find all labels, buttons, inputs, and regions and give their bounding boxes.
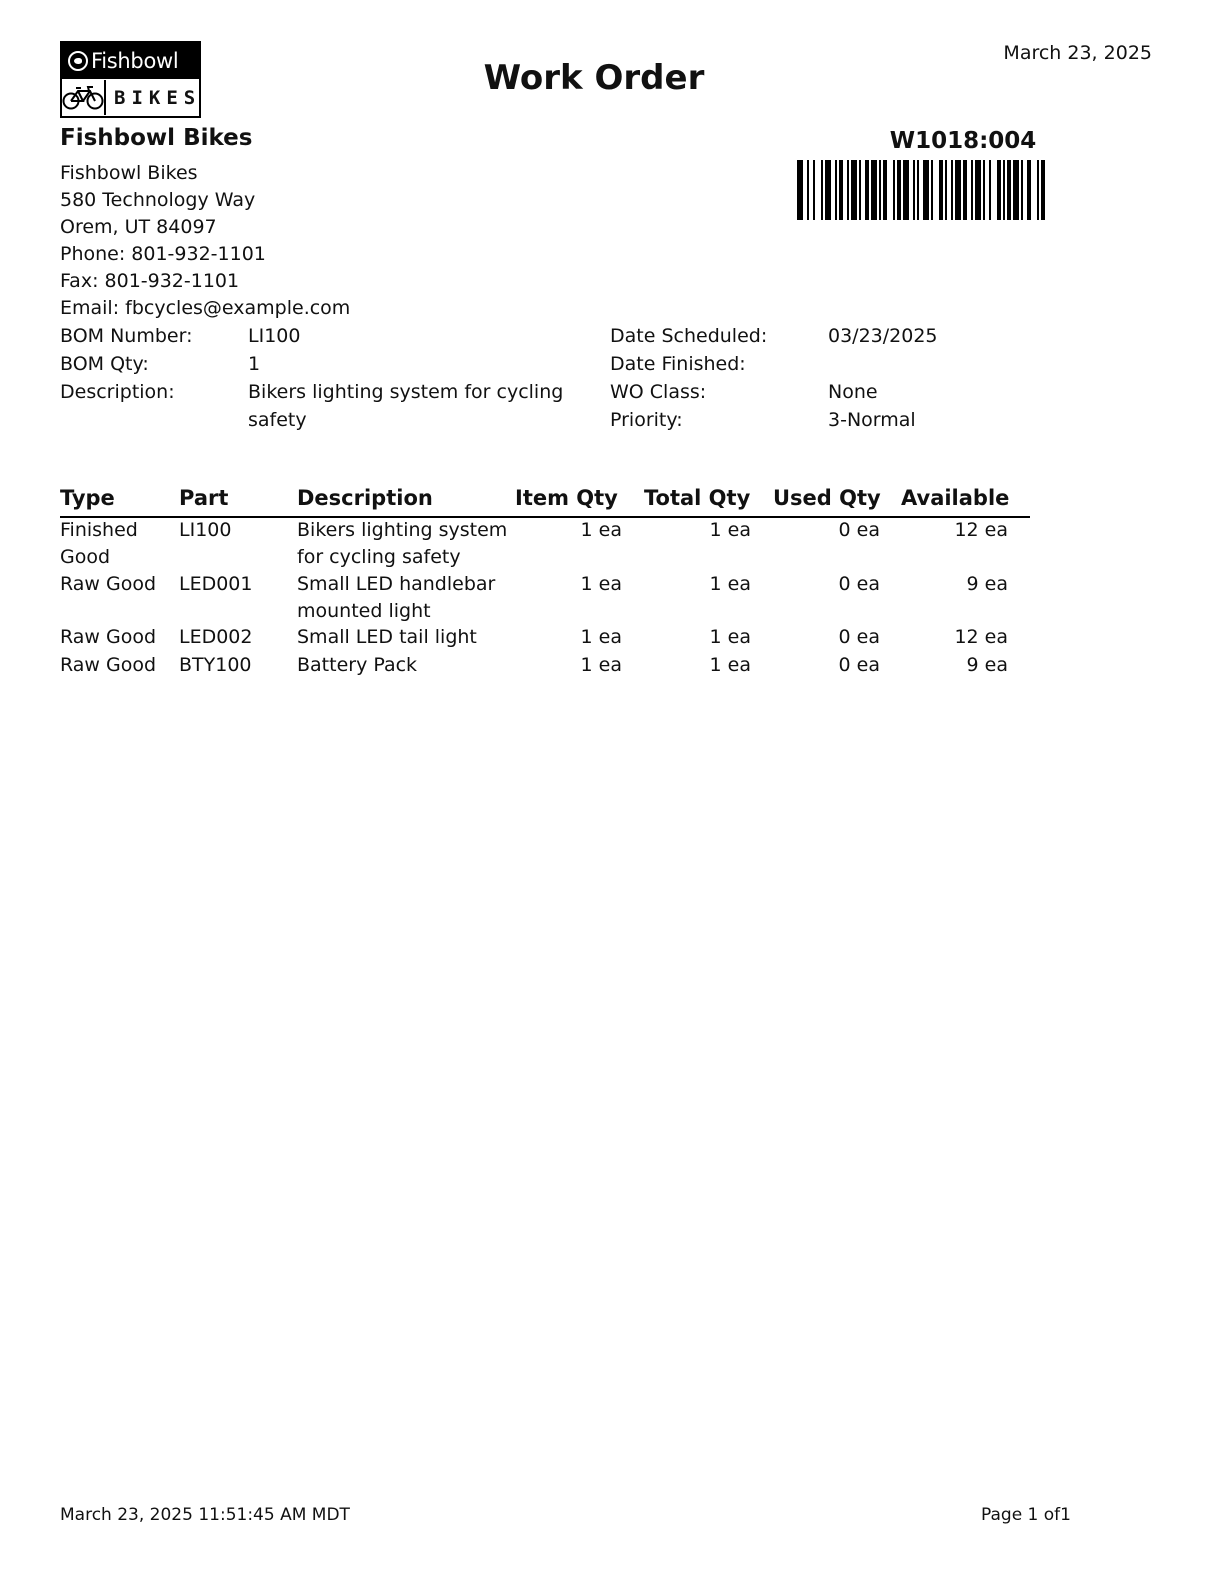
barcode-bar	[1037, 160, 1039, 220]
barcode-bar	[835, 160, 837, 220]
barcode-bar	[865, 160, 869, 220]
bom-number-value: LI100	[248, 325, 301, 347]
cell-used-qty: 0 ea	[838, 654, 880, 676]
company-name: Fishbowl Bikes	[60, 125, 253, 151]
page-title: Work Order	[483, 58, 705, 98]
barcode-bar	[923, 160, 929, 220]
barcode-bar	[1013, 160, 1019, 220]
column-header-total-qty: Total Qty	[644, 486, 751, 510]
priority-value: 3-Normal	[828, 409, 916, 431]
barcode-bar	[897, 160, 901, 220]
barcode-bar	[879, 160, 881, 220]
barcode-bar	[913, 160, 915, 220]
wo-class-value: None	[828, 381, 878, 403]
barcode-bar	[983, 160, 985, 220]
barcode-bar	[951, 160, 953, 220]
barcode-bar	[859, 160, 861, 220]
cell-total-qty: 1 ea	[709, 573, 751, 595]
address-line: Fishbowl Bikes	[60, 162, 198, 184]
barcode-bar	[813, 160, 815, 220]
cell-used-qty: 0 ea	[838, 573, 880, 595]
logo-sub-text: BIKES	[114, 86, 202, 109]
cell-description: for cycling safety	[297, 546, 461, 568]
cell-description: mounted light	[297, 600, 431, 622]
column-header-type: Type	[60, 486, 115, 510]
barcode-bar	[1041, 160, 1045, 220]
bom-number-label: BOM Number:	[60, 325, 193, 347]
cell-used-qty: 0 ea	[838, 626, 880, 648]
cell-used-qty: 0 ea	[838, 519, 880, 541]
phone-line: Phone: 801-932-1101	[60, 243, 266, 265]
barcode-bar	[821, 160, 823, 220]
description-label: Description:	[60, 381, 175, 403]
cell-part: LED001	[179, 573, 253, 595]
barcode-bar	[893, 160, 895, 220]
cell-type: Raw Good	[60, 573, 157, 595]
footer-timestamp: March 23, 2025 11:51:45 AM MDT	[60, 1505, 350, 1525]
barcode-bar	[839, 160, 843, 220]
barcode	[797, 160, 1129, 224]
cell-available: 9 ea	[966, 654, 1008, 676]
cell-type: Raw Good	[60, 626, 157, 648]
barcode-bar	[917, 160, 919, 220]
cell-total-qty: 1 ea	[709, 626, 751, 648]
cell-type: Raw Good	[60, 654, 157, 676]
barcode-bar	[945, 160, 947, 220]
barcode-bar	[975, 160, 981, 220]
bom-qty-label: BOM Qty:	[60, 353, 149, 375]
barcode-bar	[931, 160, 933, 220]
cell-item-qty: 1 ea	[580, 654, 622, 676]
address-line: Orem, UT 84097	[60, 216, 217, 238]
cell-type: Good	[60, 546, 111, 568]
date-finished-label: Date Finished:	[610, 353, 746, 375]
report-date: March 23, 2025	[1003, 42, 1152, 64]
wo-class-label: WO Class:	[610, 381, 707, 403]
barcode-bar	[797, 160, 803, 220]
barcode-bar	[963, 160, 967, 220]
barcode-bar	[971, 160, 973, 220]
cell-item-qty: 1 ea	[580, 626, 622, 648]
email-line: Email: fbcycles@example.com	[60, 297, 351, 319]
cell-description: Battery Pack	[297, 654, 418, 676]
barcode-bar	[939, 160, 943, 220]
cell-available: 12 ea	[954, 626, 1008, 648]
column-header-available: Available	[901, 486, 1010, 510]
barcode-bar	[1003, 160, 1005, 220]
cell-available: 12 ea	[954, 519, 1008, 541]
column-header-description: Description	[297, 486, 433, 510]
barcode-bar	[883, 160, 887, 220]
work-order-number: W1018:004	[889, 128, 1037, 154]
barcode-bar	[1007, 160, 1011, 220]
cell-description: Small LED tail light	[297, 626, 477, 648]
barcode-bar	[997, 160, 1001, 220]
barcode-bar	[871, 160, 877, 220]
cell-item-qty: 1 ea	[580, 519, 622, 541]
barcode-bar	[1021, 160, 1023, 220]
barcode-bar	[847, 160, 849, 220]
cell-part: LI100	[179, 519, 232, 541]
cell-item-qty: 1 ea	[580, 573, 622, 595]
priority-label: Priority:	[610, 409, 683, 431]
barcode-bar	[807, 160, 809, 220]
column-header-part: Part	[179, 486, 229, 510]
cell-available: 9 ea	[966, 573, 1008, 595]
cell-type: Finished	[60, 519, 138, 541]
barcode-bar	[989, 160, 991, 220]
cell-part: BTY100	[179, 654, 252, 676]
cell-description: Small LED handlebar	[297, 573, 496, 595]
column-header-item-qty: Item Qty	[515, 486, 618, 510]
description-value: Bikers lighting system for cycling safety	[248, 381, 564, 431]
column-header-used-qty: Used Qty	[773, 486, 881, 510]
barcode-bar	[851, 160, 857, 220]
cell-total-qty: 1 ea	[709, 519, 751, 541]
date-scheduled-value: 03/23/2025	[828, 325, 938, 347]
barcode-bar	[1027, 160, 1031, 220]
cell-total-qty: 1 ea	[709, 654, 751, 676]
barcode-bar	[903, 160, 909, 220]
page-number: Page 1 of1	[981, 1505, 1071, 1525]
logo-brand-text: Fishbowl	[91, 49, 179, 73]
date-scheduled-label: Date Scheduled:	[610, 325, 768, 347]
fax-line: Fax: 801-932-1101	[60, 270, 240, 292]
cell-description: Bikers lighting system	[297, 519, 508, 541]
barcode-bar	[955, 160, 961, 220]
company-address	[60, 160, 350, 322]
barcode-bar	[825, 160, 831, 220]
bom-qty-value: 1	[248, 353, 261, 375]
address-line: 580 Technology Way	[60, 189, 256, 211]
cell-part: LED002	[179, 626, 253, 648]
